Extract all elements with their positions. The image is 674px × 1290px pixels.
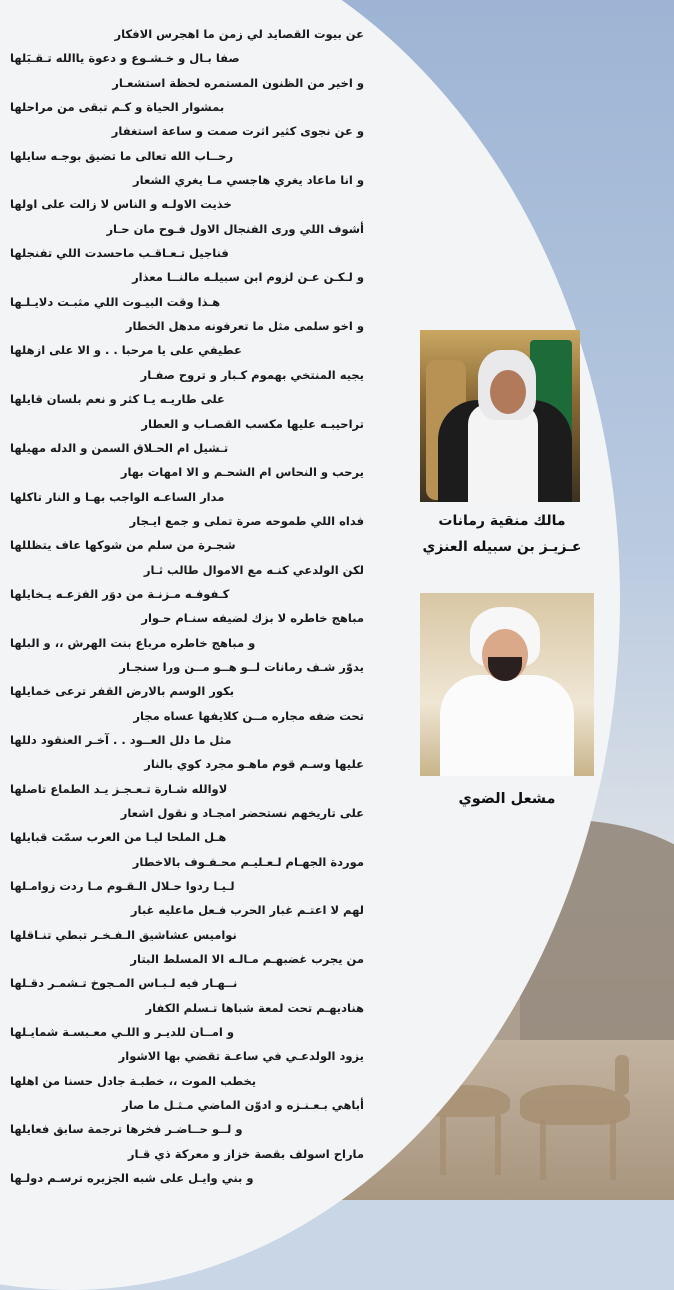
caption-line: مشعل الضوي	[458, 791, 556, 807]
poem-line: و انا ماعاد يغري هاجسي مـا يغري الشعار	[133, 173, 364, 188]
poem-line: يدوّر شـف رمانات لــو هــو مــن ورا سنجـار	[119, 659, 364, 674]
portrait-photo-2	[420, 593, 594, 776]
poem-line: تحت ضفه مجاره مــن كلايفها عساه مجار	[133, 708, 364, 723]
poem-line: موردة الجهـام لـعـليـم محـفـوف بالاخطار	[132, 854, 364, 869]
poem-line: لـيـا ردوا حـلال الـقـوم مـا ردت زوامـلها	[10, 879, 235, 894]
poem-line: يجيه المنتخي بهموم كـبار و تروح صفـار	[140, 367, 364, 382]
face	[490, 370, 526, 414]
poem-line: و امــان للديـر و اللـي معـبسـة شمايـلها	[10, 1025, 234, 1040]
poem-line: على طاريـه يـا كثر و نعم بلسان قايلها	[10, 392, 225, 407]
poem-line: أباهي بـعـنـزه و ادوّن الماضي مـثـل ما صار	[122, 1098, 364, 1113]
poem-line: لاوالله شـارة تـعـجـز يـد الطماع تاصلها	[10, 781, 228, 796]
poem-line: و عن نجوى كثير اثرت صمت و ساعة استغفار	[111, 124, 364, 139]
poem-line: نواميس عشاشيق الـفـخـر تبطي تنـاقلها	[10, 927, 237, 942]
poem-line: و بني وايـل على شبه الجزيره ترسـم دولـها	[10, 1171, 254, 1186]
caption-person-2	[420, 786, 594, 812]
poem-line: يزود الولدعـي في ساعـة تقضي بها الاشوار	[118, 1049, 364, 1064]
poem-line: عن بيوت القصايد لي زمن ما اهجرس الافكار	[114, 27, 364, 41]
caption-line: مالك منقية رمانات	[438, 513, 566, 529]
poem-line: صفا بـال و خـشـوع و دعوة ياالله تـقـبَلها	[10, 51, 240, 66]
poem-line: نــهـار فيه لـبـاس المـجوخ تـشمـر دقـلها	[10, 976, 238, 991]
poem-text	[10, 22, 364, 1191]
poem-line: فناجيل تـعـاقـب ماحسدت اللي تفنجلها	[10, 246, 229, 261]
poem-line: و لـكـن عـن لزوم ابن سبيلـه مالنــا معذار	[132, 270, 364, 285]
poem-line: عطيفي على يا مرحبا . . و الا على ازهلها	[10, 343, 242, 358]
poem-line: بمشوار الحياة و كـم تبقى من مراحلها	[10, 100, 225, 115]
poem-line: و مباهج خاطره مرباع بنت الهرش ،، و البلها	[10, 635, 256, 650]
poem-line: فداه اللي طموحه صرة تملى و جمع ايـجار	[129, 513, 364, 528]
camel-leg	[440, 1115, 446, 1175]
caption-line: عـزيـز بن سبيله العنزي	[422, 539, 582, 555]
poem-line: أشوف اللي ورى الفنجال الاول فـوح مان حـار	[106, 221, 364, 236]
poem-line: على تاريخهم نستحضر امجـاد و نقول اشعار	[120, 806, 364, 820]
caption-person-1	[404, 508, 600, 560]
poem-line: هـذا وقت البيـوت اللي مثبـت دلايـلـها	[10, 294, 221, 309]
camel-leg	[540, 1120, 546, 1180]
poem-line: يخطب الموت ،، خطبـة جادل حسنا من اهلها	[10, 1073, 257, 1088]
poem-line: ماراح اسولف بقصة خزاز و معركة ذي قـار	[127, 1146, 364, 1161]
thobe	[440, 675, 574, 776]
poem-line: تراحيبـه عليها مكسب القصـاب و العطار	[141, 416, 364, 431]
poem-line: و اخير من الظنون المستمره لحظة استشعـار	[112, 75, 364, 90]
poem-line: مثل ما دلل العــود . . آخـر العنقود دللها	[10, 732, 232, 747]
poem-line: و لــو حــاضـر فخرها ترجمة سابق فعايلها	[10, 1122, 243, 1137]
poem-line: يرحب و النحاس ام الشحـم و الا امهات بهار	[120, 465, 364, 480]
camel-leg	[610, 1120, 616, 1180]
poem-line: من يجرب غضبهـم مـالـه الا المسلط البتار	[130, 952, 364, 967]
poem-line: لكن الولدعي كنـه مع الاموال طالب ثـار	[143, 562, 364, 577]
poem-line: كـفوفـه مـزنـة من دوَر الفزعـه يـخايلها	[10, 586, 230, 601]
poem-line: رحــاب الله تعالى ما تضيق بوجـه سايلها	[10, 148, 234, 163]
poem-line: مباهج خاطره لا بزك لضيفه سنـام حـوار	[141, 611, 364, 626]
poem-line: هناديهـم تحت لمعة شباها تـسلم الكفار	[145, 1000, 364, 1015]
poem-line: لهم لا اعتـم غبار الحرب فـعل ماعليه غبار	[130, 903, 364, 918]
poem-line: عليها وسـم قوم ماهـو مجرد كوي بالنار	[144, 757, 364, 772]
camel-silhouette	[520, 1085, 630, 1125]
poem-line: بكور الوسم بالارض القفر ترعى خمايلها	[10, 684, 235, 699]
poem-line: تـشيل ام الحـلاق السمن و الدله مهيلها	[10, 440, 229, 455]
poem-line: خذيت الاولـه و الناس لا زالت على اولها	[10, 197, 232, 212]
poem-line: مدار الساعـه الواجب بهـا و النار تاكلها	[10, 489, 225, 504]
poem-line: شجـرة من سلم من شوكها عاف يتظللها	[10, 538, 236, 553]
camel-leg	[495, 1115, 501, 1175]
poem-line: هـل الملحا ليـا من العرب سمّت قبايلها	[10, 830, 227, 845]
poem-line: و اخو سلمى مثل ما تعرفونه مدهل الخطار	[125, 319, 364, 334]
portrait-photo-1	[420, 330, 580, 502]
